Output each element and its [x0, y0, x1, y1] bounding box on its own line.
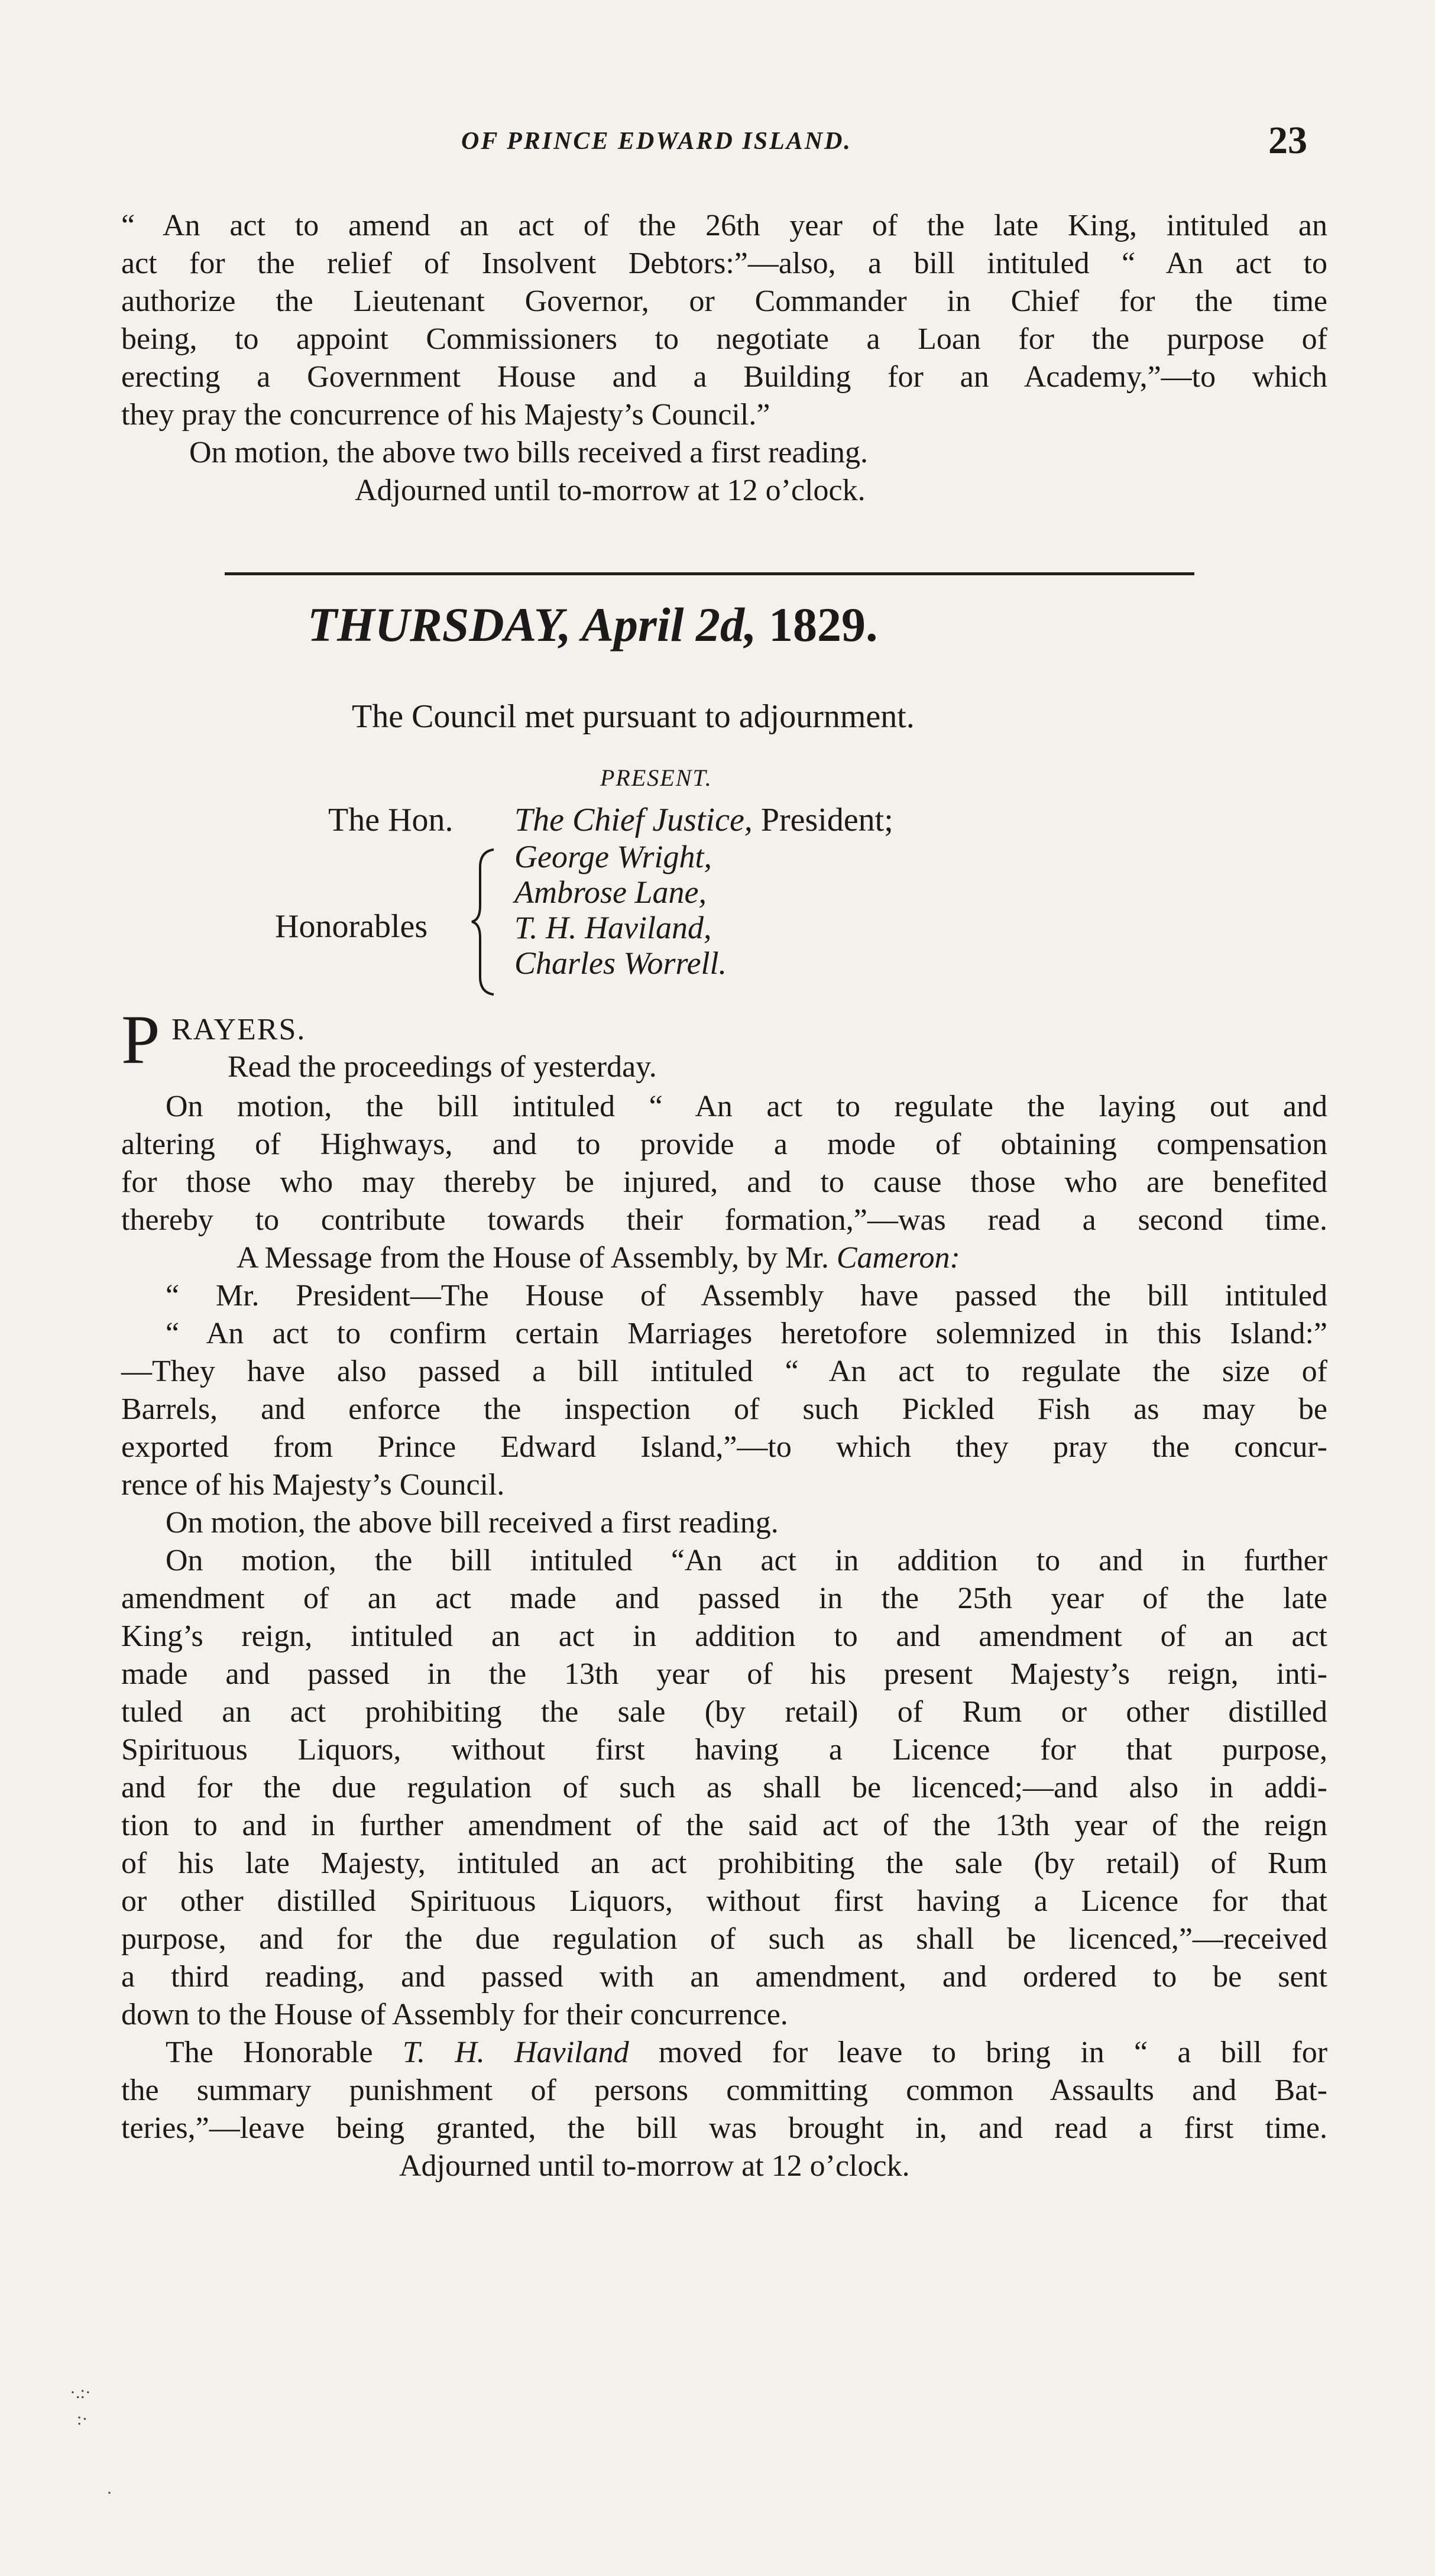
message-line-2: “ An act to confirm certain Marriages heretofore solemnized in this Island:” [166, 1317, 1327, 1350]
top-motion-line: On motion, the above two bills received a first reading. [189, 436, 869, 469]
prayers-drop-cap: P [121, 1001, 160, 1078]
message-line-4: Barrels, and enforce the inspection of such Pickled Fish as may be [121, 1392, 1327, 1426]
spirits-line-8: tion to and in further amendment of the said act of the 13th year of the reign [121, 1809, 1327, 1842]
message-line-3: —They have also passed a bill intituled “ An act to regulate the size of [121, 1355, 1327, 1388]
page-number: 23 [1268, 119, 1307, 162]
top-line-6: they pray the concurrence of his Majesty’s Council.” [121, 398, 770, 432]
heading-date: April 2d, [581, 598, 757, 652]
haviland-line-3: teries,”—leave being granted, the bill was brought in, and read a first time. [121, 2111, 1327, 2145]
spirits-line-5: tuled an act prohibiting the sale (by retail) of Rum or other distilled [121, 1695, 1327, 1729]
message-line-6: rence of his Majesty’s Council. [121, 1468, 505, 1502]
top-adjourned-line: Adjourned until to-morrow at 12 o’clock. [355, 474, 866, 507]
ink-speck-mark: · [106, 2483, 112, 2503]
read-proceedings-line: Read the proceedings of yesterday. [228, 1050, 657, 1084]
haviland-line-2: the summary punishment of persons committing common Assaults and Bat- [121, 2073, 1327, 2107]
final-adjourned-line: Adjourned until to-morrow at 12 o’clock. [399, 2149, 910, 2183]
spirits-line-6: Spirituous Liquors, without first having a Licence for that purpose, [121, 1733, 1327, 1767]
spirits-line-7: and for the due regulation of such as shall be licenced;—and also in addi- [121, 1771, 1327, 1804]
honorable-member: George Wright, [514, 839, 712, 874]
honorables-label: Honorables [275, 908, 428, 945]
top-line-3: authorize the Lieutenant Governor, or Commander in Chief for the time [121, 284, 1327, 318]
spirits-line-13: down to the House of Assembly for their concurrence. [121, 1998, 788, 2031]
spirits-line-1: On motion, the bill intituled “An act in addition to and in further [166, 1544, 1327, 1577]
spirits-line-3: King’s reign, intituled an act in addition to and amendment of an act [121, 1619, 1327, 1653]
message-line-1: “ Mr. President—The House of Assembly have passed the bill intituled [166, 1279, 1327, 1313]
top-line-5: erecting a Government House and a Building for an Academy,”—to which [121, 360, 1327, 394]
present-label: PRESENT. [600, 764, 712, 791]
top-line-4: being, to appoint Commissioners to negotiate a Loan for the purpose of [121, 322, 1327, 356]
spirits-line-12: a third reading, and passed with an amendment, and ordered to be sent [121, 1960, 1327, 1994]
day-heading [307, 597, 877, 653]
first-reading-line: On motion, the above bill received a first reading. [166, 1506, 779, 1540]
spirits-line-9: of his late Majesty, intituled an act prohibiting the sale (by retail) of Rum [121, 1846, 1327, 1880]
spirits-line-2: amendment of an act made and passed in the 25th year of the late [121, 1582, 1327, 1615]
haviland-line-1 [166, 2034, 1327, 2072]
heading-day: THURSDAY, [307, 598, 571, 652]
haviland-prefix: The Honorable [166, 2036, 373, 2069]
ink-speck-mark: :· [77, 2409, 88, 2429]
spirits-line-4: made and passed in the 13th year of his present Majesty’s reign, inti- [121, 1657, 1327, 1691]
message-line-5: exported from Prince Edward Island,”—to which they pray the concur- [121, 1430, 1327, 1464]
haviland-suffix: moved for leave to bring in “ a bill for [658, 2036, 1328, 2069]
honorable-member: Charles Worrell. [514, 945, 727, 981]
section-divider-rule [225, 572, 1194, 575]
hon-label: The Hon. [328, 802, 454, 838]
highways-line-2: altering of Highways, and to provide a mode of obtaining compensation [121, 1127, 1327, 1161]
prayers-heading: RAYERS. [171, 1013, 306, 1046]
curly-brace-icon [467, 847, 503, 997]
met-line: The Council met pursuant to adjournment. [352, 698, 915, 735]
chief-justice-name: The Chief Justice, [514, 802, 753, 838]
message-intro-text: A Message from the House of Assembly, by Mr. [237, 1241, 829, 1275]
highways-line-4: thereby to contribute towards their formation,”—was read a second time. [121, 1203, 1327, 1237]
running-head: OF PRINCE EDWARD ISLAND. [461, 128, 852, 155]
chief-justice-title: President; [760, 802, 893, 838]
honorable-member: Ambrose Lane, [514, 874, 707, 910]
heading-year: 1829. [768, 598, 878, 652]
top-line-2: act for the relief of Insolvent Debtors:”—also, a bill intituled “ An act to [121, 247, 1327, 280]
message-intro-name: Cameron: [836, 1241, 960, 1275]
highways-line-1: On motion, the bill intituled “ An act to regulate the laying out and [166, 1090, 1327, 1123]
ink-speck-mark: ·.:· [70, 2383, 91, 2402]
message-intro [237, 1239, 1301, 1277]
spirits-line-11: purpose, and for the due regulation of such as shall be licenced,”—received [121, 1922, 1327, 1956]
chief-justice-line [514, 801, 893, 839]
honorable-member: T. H. Haviland, [514, 910, 712, 945]
spirits-line-10: or other distilled Spirituous Liquors, without first having a Licence for that [121, 1884, 1327, 1918]
haviland-name: T. H. Haviland [402, 2036, 629, 2069]
highways-line-3: for those who may thereby be injured, and to cause those who are benefited [121, 1165, 1327, 1199]
top-line-1: “ An act to amend an act of the 26th year of the late King, intituled an [121, 209, 1327, 242]
